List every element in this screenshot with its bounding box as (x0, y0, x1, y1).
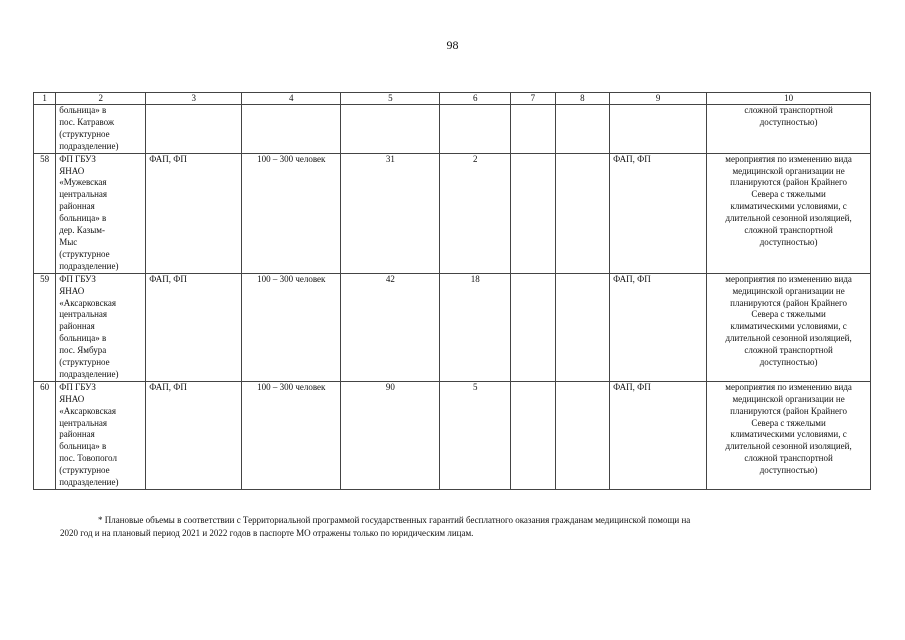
row-number-cell: 59 (34, 273, 56, 381)
organization-cell-line: (структурное (59, 357, 110, 368)
note-cell-line: медицинской организации не (732, 165, 845, 176)
organization-cell (56, 381, 146, 489)
organization-cell-line: (структурное (59, 248, 110, 259)
organization-cell-line: пос. Катравож (59, 116, 115, 127)
note-cell-line: сложной транспортной (744, 453, 833, 464)
row-number-cell: 60 (34, 381, 56, 489)
note-cell-line: Севера с тяжелыми (751, 309, 826, 320)
page-number: 98 (446, 38, 459, 52)
column-header: 10 (707, 93, 871, 105)
cell-col9: ФАП, ФП (610, 153, 707, 273)
organization-cell-line: больница» в (59, 333, 107, 344)
column-header: 7 (511, 93, 555, 105)
note-cell-line: доступностью) (759, 236, 818, 247)
organization-cell-line: районная (59, 321, 95, 332)
column-header: 3 (146, 93, 242, 105)
note-cell-line: климатическими условиями, с (730, 201, 847, 212)
note-cell (707, 381, 871, 489)
cell-col6: 18 (440, 273, 511, 381)
organization-cell-line: центральная (59, 417, 108, 428)
organization-cell-line: пос. Товопогол (59, 453, 117, 464)
organization-cell-line: ЯНАО (59, 165, 85, 176)
cell-col5: 42 (341, 273, 440, 381)
organization-cell-line: районная (59, 429, 95, 440)
organization-cell (56, 153, 146, 273)
column-header: 1 (34, 93, 56, 105)
note-cell-line: сложной транспортной (744, 345, 833, 356)
note-cell-line: климатическими условиями, с (730, 321, 847, 332)
cell-col7 (511, 153, 555, 273)
organization-cell-line: подразделение) (59, 477, 119, 488)
cell-col8 (555, 381, 610, 489)
organization-cell-line: подразделение) (59, 368, 119, 379)
cell-col4: 100 – 300 человек (242, 153, 341, 273)
note-cell-line: планируются (район Крайнего (730, 177, 847, 188)
note-cell-line: мероприятия по изменению вида (725, 273, 852, 284)
cell-col4: 100 – 300 человек (242, 273, 341, 381)
note-cell-line: доступностью) (759, 357, 818, 368)
column-header: 8 (555, 93, 610, 105)
footnote (60, 514, 850, 539)
cell-col3: ФАП, ФП (146, 153, 242, 273)
cell-col4: 100 – 300 человек (242, 381, 341, 489)
cell-col5: 90 (341, 381, 440, 489)
organization-cell (56, 105, 146, 154)
organization-cell-line: ЯНАО (59, 285, 85, 296)
cell-col5 (341, 105, 440, 154)
organization-cell-line: ФП ГБУЗ (59, 381, 96, 392)
cell-col9 (610, 105, 707, 154)
organization-cell-line: «Аксарковская (59, 297, 116, 308)
footnote-line: * Плановые объемы в соответствии с Территориальной программой государственных гарантий бесплатного оказания гражданам медицинской помощи на (98, 515, 691, 525)
organization-cell-line: (структурное (59, 128, 110, 139)
note-cell-line: длительной сезонной изоляцией, (725, 213, 852, 224)
organization-cell-line: центральная (59, 189, 108, 200)
cell-col3: ФАП, ФП (146, 381, 242, 489)
note-cell-line: доступностью) (759, 116, 818, 127)
organization-cell (56, 273, 146, 381)
cell-col3: ФАП, ФП (146, 273, 242, 381)
organization-cell-line: пос. Ямбура (59, 345, 107, 356)
cell-col5: 31 (341, 153, 440, 273)
organization-cell-line: больница» в (59, 213, 107, 224)
cell-col7 (511, 381, 555, 489)
note-cell-line: климатическими условиями, с (730, 429, 847, 440)
note-cell-line: длительной сезонной изоляцией, (725, 333, 852, 344)
column-header: 4 (242, 93, 341, 105)
footnote-line: 2020 год и на плановый период 2021 и 2022 годов в паспорте МО отражены только по юридическим лицам. (60, 527, 474, 538)
row-number-cell (34, 105, 56, 154)
note-cell (707, 273, 871, 381)
organization-cell-line: «Аксарковская (59, 405, 116, 416)
column-header: 2 (56, 93, 146, 105)
note-cell-line: планируются (район Крайнего (730, 405, 847, 416)
table-header-row (34, 93, 871, 105)
note-cell-line: доступностью) (759, 465, 818, 476)
organization-cell-line: больница» в (59, 441, 107, 452)
cell-col6 (440, 105, 511, 154)
cell-col8 (555, 105, 610, 154)
table-row (34, 381, 871, 489)
organization-cell-line: подразделение) (59, 260, 119, 271)
cell-col9: ФАП, ФП (610, 273, 707, 381)
note-cell (707, 105, 871, 154)
organization-cell-line: «Мужевская (59, 177, 107, 188)
note-cell-line: сложной транспортной (744, 225, 833, 236)
organization-cell-line: ЯНАО (59, 393, 85, 404)
note-cell-line: мероприятия по изменению вида (725, 153, 852, 164)
cell-col9: ФАП, ФП (610, 381, 707, 489)
cell-col8 (555, 273, 610, 381)
cell-col6: 5 (440, 381, 511, 489)
cell-col3 (146, 105, 242, 154)
note-cell-line: планируются (район Крайнего (730, 297, 847, 308)
organization-cell-line: больница» в (59, 105, 107, 115)
organization-cell-line: ФП ГБУЗ (59, 153, 96, 164)
table-row (34, 273, 871, 381)
cell-col8 (555, 153, 610, 273)
note-cell (707, 153, 871, 273)
organization-cell-line: дер. Казым- (59, 225, 105, 236)
row-number-cell: 58 (34, 153, 56, 273)
organization-cell-line: подразделение) (59, 140, 119, 151)
column-header: 9 (610, 93, 707, 105)
note-cell-line: Севера с тяжелыми (751, 189, 826, 200)
facilities-table (33, 92, 871, 490)
organization-cell-line: центральная (59, 309, 108, 320)
note-cell-line: длительной сезонной изоляцией, (725, 441, 852, 452)
note-cell-line: медицинской организации не (732, 393, 845, 404)
cell-col4 (242, 105, 341, 154)
organization-cell-line: (структурное (59, 465, 110, 476)
note-cell-line: Севера с тяжелыми (751, 417, 826, 428)
table-row (34, 105, 871, 154)
note-cell-line: сложной транспортной (744, 105, 833, 115)
organization-cell-line: районная (59, 201, 95, 212)
table-row (34, 153, 871, 273)
cell-col7 (511, 105, 555, 154)
organization-cell-line: Мыс (59, 236, 78, 247)
column-header: 5 (341, 93, 440, 105)
column-header: 6 (440, 93, 511, 105)
cell-col7 (511, 273, 555, 381)
organization-cell-line: ФП ГБУЗ (59, 273, 96, 284)
cell-col6: 2 (440, 153, 511, 273)
note-cell-line: мероприятия по изменению вида (725, 381, 852, 392)
note-cell-line: медицинской организации не (732, 285, 845, 296)
